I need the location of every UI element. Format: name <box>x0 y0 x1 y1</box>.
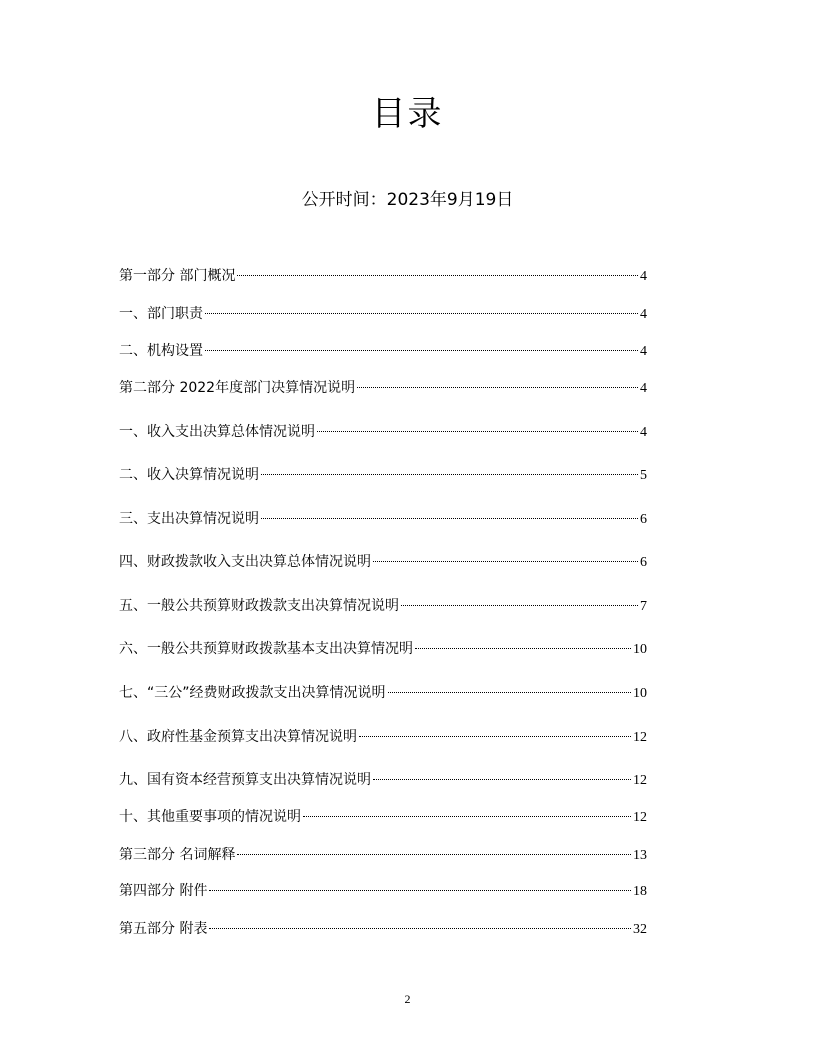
toc-entry-page: 12 <box>633 773 647 788</box>
toc-entry-other-matters[interactable] <box>119 806 647 828</box>
toc-entry-page: 6 <box>640 512 647 527</box>
toc-entry-page: 4 <box>640 425 647 440</box>
toc-entry-label: 二、收入决算情况说明 <box>119 467 259 483</box>
toc-dot-leader <box>237 854 631 855</box>
toc-entry-label: 八、政府性基金预算支出决算情况说明 <box>119 729 357 745</box>
toc-entry-label: 第五部分 附表 <box>119 921 208 937</box>
toc-dot-leader <box>209 890 631 891</box>
toc-dot-leader <box>415 648 631 649</box>
toc-dot-leader <box>237 275 638 276</box>
toc-entry-label: 二、机构设置 <box>119 343 203 359</box>
toc-entry-part-2[interactable] <box>119 377 647 399</box>
toc-entry-page: 18 <box>633 884 647 899</box>
toc-dot-leader <box>205 313 638 314</box>
toc-entry-page: 10 <box>633 686 647 701</box>
toc-entry-overall-revenue-expenditure[interactable] <box>119 421 647 443</box>
toc-entry-label: 第一部分 部门概况 <box>119 268 236 284</box>
toc-dot-leader <box>209 928 631 929</box>
toc-entry-fiscal-appropriation-overall[interactable] <box>119 551 647 573</box>
toc-entry-part-3[interactable] <box>119 844 647 866</box>
toc-entry-part-4[interactable] <box>119 880 647 902</box>
toc-entry-label: 第二部分 2022年度部门决算情况说明 <box>119 380 356 396</box>
publish-date: 公开时间：2023年9月19日 <box>301 190 514 210</box>
toc-entry-label: 三、支出决算情况说明 <box>119 511 259 527</box>
toc-entry-revenue[interactable] <box>119 464 647 486</box>
toc-entry-page: 10 <box>633 642 647 657</box>
toc-entry-page: 4 <box>640 344 647 359</box>
toc-entry-part-5[interactable] <box>119 918 647 940</box>
toc-dot-leader <box>401 605 638 606</box>
toc-dot-leader <box>373 561 638 562</box>
toc-dot-leader <box>357 387 638 388</box>
toc-dot-leader <box>303 816 631 817</box>
toc-entry-page: 4 <box>640 381 647 396</box>
toc-entry-label: 六、一般公共预算财政拨款基本支出决算情况明 <box>119 641 413 657</box>
toc-entry-label: 五、一般公共预算财政拨款支出决算情况说明 <box>119 598 399 614</box>
toc-entry-page: 4 <box>640 307 647 322</box>
toc-entry-label: 四、财政拨款收入支出决算总体情况说明 <box>119 554 371 570</box>
toc-entry-organization[interactable] <box>119 340 647 362</box>
page-number: 2 <box>404 992 411 1006</box>
toc-entry-page: 7 <box>640 599 647 614</box>
toc-dot-leader <box>388 692 631 693</box>
toc-entry-general-budget-basic-expenditure[interactable] <box>119 638 647 660</box>
toc-dot-leader <box>261 474 638 475</box>
document-title: 目录 <box>371 94 444 134</box>
toc-dot-leader <box>359 736 631 737</box>
toc-entry-label: 一、收入支出决算总体情况说明 <box>119 424 315 440</box>
toc-entry-three-public-expenses[interactable] <box>119 682 647 704</box>
toc-entry-label: 九、国有资本经营预算支出决算情况说明 <box>119 772 371 788</box>
toc-dot-leader <box>205 350 638 351</box>
toc-entry-page: 6 <box>640 555 647 570</box>
toc-entry-page: 32 <box>633 922 647 937</box>
toc-entry-label: 十、其他重要事项的情况说明 <box>119 809 301 825</box>
toc-entry-general-budget-expenditure[interactable] <box>119 595 647 617</box>
toc-entry-label: 七、“三公”经费财政拨款支出决算情况说明 <box>119 685 386 701</box>
toc-entry-label: 第三部分 名词解释 <box>119 847 236 863</box>
toc-entry-expenditure[interactable] <box>119 508 647 530</box>
toc-entry-government-fund-expenditure[interactable] <box>119 726 647 748</box>
toc-entry-page: 5 <box>640 468 647 483</box>
toc-entry-page: 12 <box>633 730 647 745</box>
toc-entry-duties[interactable] <box>119 303 647 325</box>
toc-entry-part-1[interactable] <box>119 265 647 287</box>
toc-entry-label: 一、部门职责 <box>119 306 203 322</box>
toc-dot-leader <box>373 779 631 780</box>
toc-dot-leader <box>261 518 638 519</box>
toc-entry-page: 12 <box>633 810 647 825</box>
toc-entry-label: 第四部分 附件 <box>119 883 208 899</box>
toc-entry-state-capital-expenditure[interactable] <box>119 769 647 791</box>
toc-entry-page: 4 <box>640 269 647 284</box>
toc-entry-page: 13 <box>633 848 647 863</box>
toc-dot-leader <box>317 431 638 432</box>
